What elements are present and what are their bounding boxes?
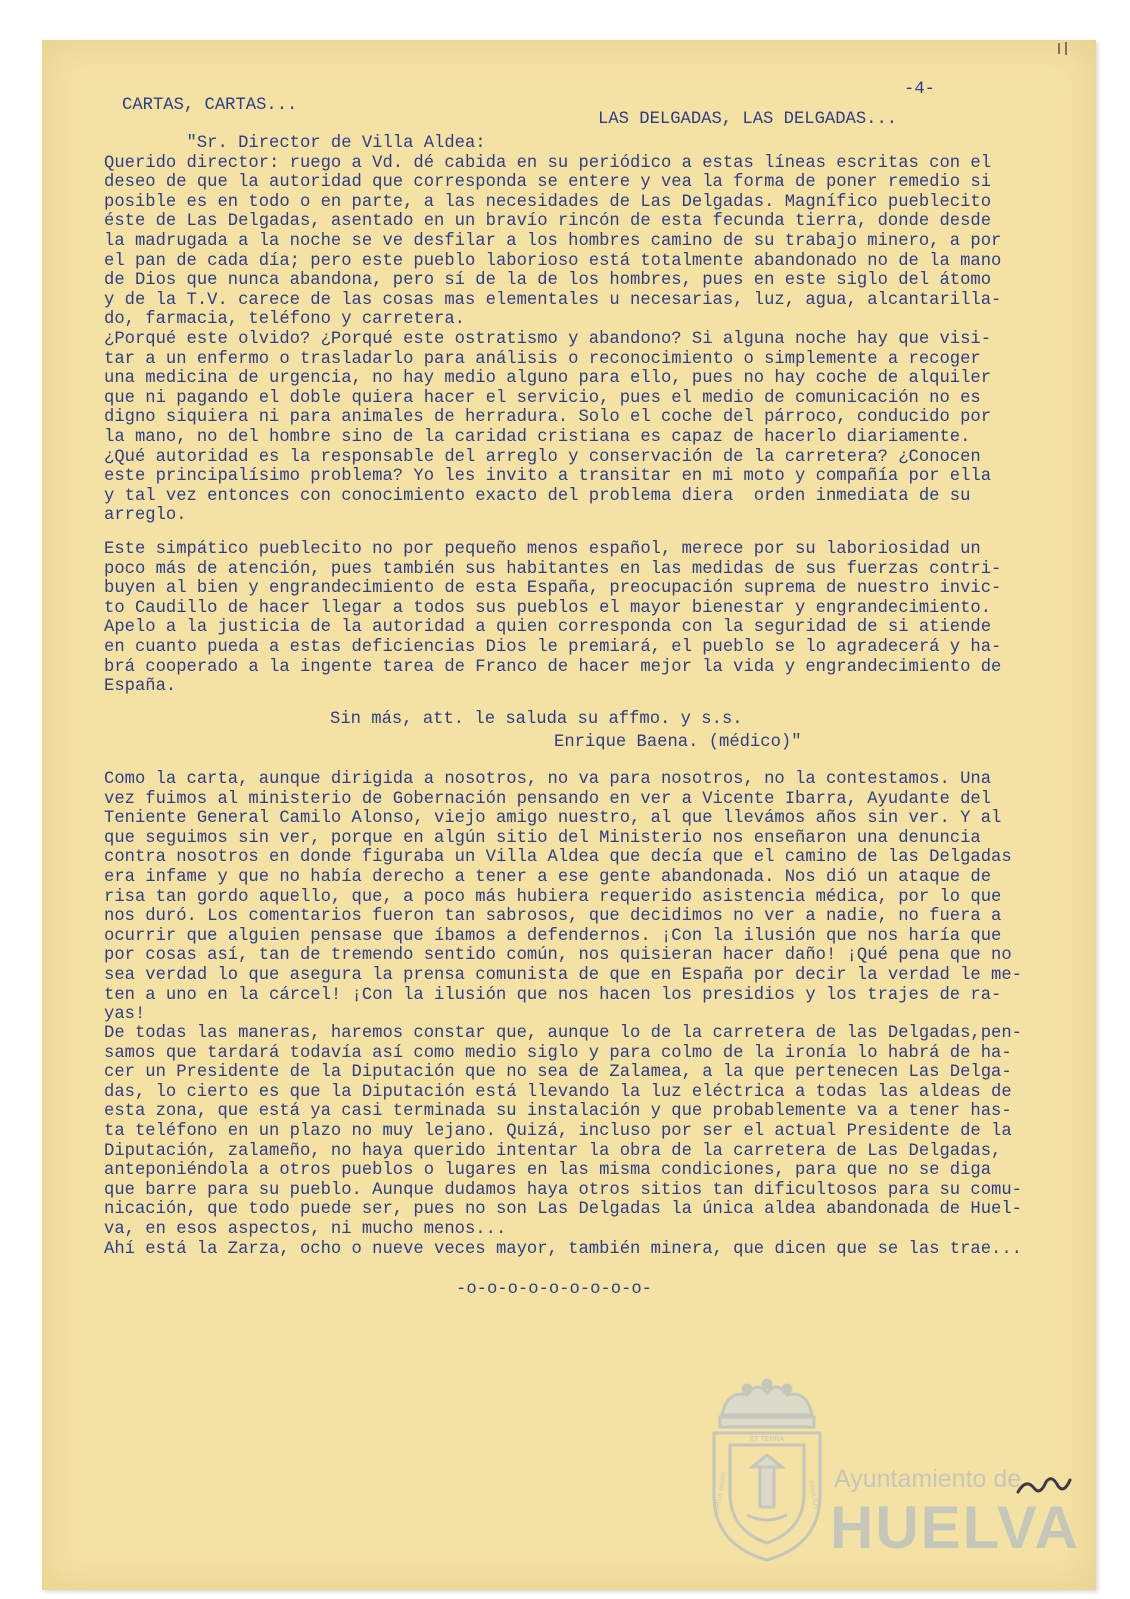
document-page [42,40,1096,1590]
letter-closing: Sin más, att. le saluda su affmo. y s.s. [330,710,743,729]
reply-paragraph-1: Como la carta, aunque dirigida a nosotros, no va para nosotros, no la contestamos. Una vez fuimos al ministerio de Gobernación pensando en ver a Vicente Ibarra, Ayudante del Teniente General Camilo Alonso, viejo amigo nuestro, al que llevámos años sin ver. Y al que seguimos sin ver, porque en algún sitio del Ministerio nos enseñaron una denuncia contra nosotros en donde figuraba un Villa Aldea que decía que el camino de las Delgadas era infame y que no había derecho a tener a ese gente abandonada. Nos dió un ataque de risa tan gordo aquello, que, a poco más hubiera requerido asistencia médica, por lo que nos duró. Los comentarios fueron tan sabrosos, que decidimos no ver a nadie, no fuera a ocurrir que alguien pensase que íbamos a defendernos. ¡Con la ilusión que nos haría que por cosas así, tan de tremendo sentido común, nos quisieran hacer daño! ¡Qué pena que no sea verdad lo que asegura la prensa comunista de que en España por decir la verdad le me- ten a uno en la cárcel! ¡Con la ilusión que nos hacen los presidios y los trajes de ra- yas! [104,770,1022,1025]
watermark-line-2: HUELVA [830,1494,1080,1561]
reply-paragraph-2: De todas las maneras, haremos constar que, aunque lo de la carretera de las Delgadas,pen- samos que tardará todavía así como medio siglo y para colmo de la ironía lo habrá de ha- cer un Presidente de la Diputación que no sea de Zalamea, a la que pertenecen Las Delga- das, lo cierto es que la Diputación está llevando la luz eléctrica a todas las aldeas de esta zona, que está ya casi terminada su instalación y que probablemente va a tener has- ta teléfono en un plazo no muy lejano. Quizá, incluso por ser el actual Presidente de la Diputación, zalameño, no haya querido intentar la obra de la carretera de Las Delgadas, anteponiéndola a otros pueblos o lugares en las misma condiciones, para que no se diga que barre para su pueblo. Aunque dudamos haya otros sitios tan dificultosos para su comu- nicación, que todo puede ser, pues no son Las Delgadas la única aldea abandonada de Huel- va, en esos aspectos, ni mucho menos... Ahí está la Zarza, ocho o nueve veces mayor, también minera, que dicen que se las trae... [104,1024,1022,1259]
svg-text:ET TERRA: ET TERRA [749,1436,785,1443]
letter-signature: Enrique Baena. (médico)" [554,733,802,752]
header-right-title: LAS DELGADAS, LAS DELGADAS... [598,110,898,129]
header-left-title: CARTAS, CARTAS... [122,96,298,115]
city-crest-icon [702,1375,832,1565]
ayuntamiento-watermark [702,1375,1080,1565]
svg-text:PORTUS MARIS: PORTUS MARIS [714,1471,728,1518]
watermark-line-1: Ayuntamiento de [834,1465,1022,1493]
svg-text:INDULTUS: INDULTUS [807,1479,819,1510]
letter-paragraph-1: "Sr. Director de Villa Aldea: Querido director: ruego a Vd. dé cabida en su periódico a estas líneas escritas con el deseo de que la autoridad que corresponda se entere y vea la forma de poner remedio si posible es en todo o en parte, a las necesidades de Las Delgadas. Magnífico pueblecito éste de Las Delgadas, asentado en un bravío rincón de esta fecunda tierra, donde desde la madrugada a la noche se ve desfilar a los hombres camino de su trabajo minero, a por el pan de cada día; pero este pueblo laborioso está totalmente abandonado no de la mano de Dios que nunca abandona, pero sí de la de los hombres, pues en este siglo del átomo y de la T.V. carece de las cosas mas elementales u necesarias, luz, agua, alcantarilla- do, farmacia, teléfono y carretera. ¿Porqué este olvido? ¿Porqué este ostratismo y abandono? Si alguna noche hay que visi- tar a un enfermo o trasladarlo para análisis o reconocimiento o simplemente a recoger una medicina de urgencia, no hay medio alguno para ello, pues no hay coche de alquiler que ni pagando el doble quiera hacer el servicio, pues el medio de comunicación no es digno siquiera ni para animales de herradura. Solo el coche del párroco, conducido por la mano, no del hombre sino de la caridad cristiana es capaz de hacerlo diariamente. ¿Qué autoridad es la responsable del arreglo y conservación de la carretera? ¿Conocen este principalísimo problema? Yo les invito a transitar en mi moto y compañía por ella y tal vez entonces con conocimiento exacto del problema diera orden inmediata de su arreglo. [104,134,1002,526]
corner-tick-mark [1056,40,1076,58]
page-number: -4- [904,80,935,99]
letter-paragraph-2: Este simpático pueblecito no por pequeño menos español, merece por su laboriosidad un poco más de atención, pues también sus habitantes en las medidas de sus fuerzas contri- buyen al bien y engrandecimiento de esta España, preocupación suprema de nuestro invic- to Caudillo de hacer llegar a todos sus pueblos el mayor bienestar y engrandecimiento. Apelo a la justicia de la autoridad a quien corresponda con la seguridad de si atiende en cuanto pueda a estas deficiencias Dios le premiará, el pueblo se lo agradecerá y ha- brá cooperado a la ingente tarea de Franco de hacer mejor la vida y engrandecimiento de España. [104,540,1002,697]
section-separator: -o-o-o-o-o-o-o-o-o- [456,1280,652,1299]
handwritten-scribble-mark [1014,1470,1074,1500]
